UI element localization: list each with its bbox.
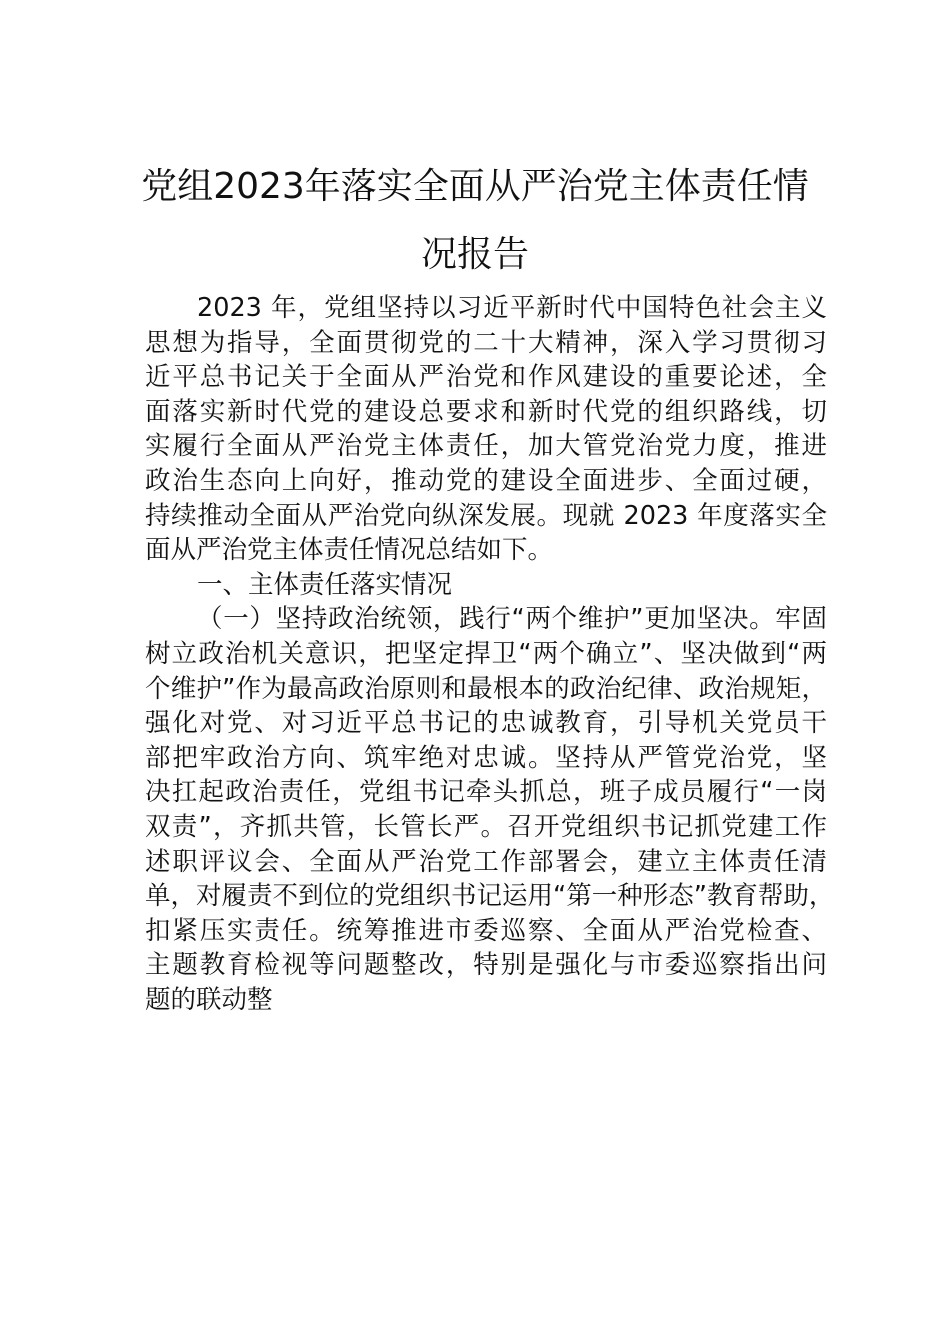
text-line: 思想为指导，全面贯彻党的二十大精神，深入学习贯彻习 [145,327,827,358]
text-line: 2023 年，党组坚持以习近平新时代中国特色社会主义 [197,293,827,323]
text-line: 树立政治机关意识，把坚定捍卫“两个确立”、坚决做到“两 [145,638,827,669]
document-title-line-1: 党组2023年落实全面从严治党主体责任情 [141,166,809,207]
text-line: 近平总书记关于全面从严治党和作风建设的重要论述，全 [145,362,827,393]
text-line: 决扛起政治责任，党组书记牵头抓总，班子成员履行“一岗 [145,777,827,808]
text-line: 单，对履责不到位的党组织书记运用“第一种形态”教育帮助， [145,881,835,912]
paragraph [145,602,835,1017]
text-line: 持续推动全面从严治党向纵深发展。现就 2023 年度落实全 [145,500,827,531]
text-line: 一、主体责任落实情况 [197,569,453,600]
text-line: 部把牢政治方向、筑牢绝对忠诚。坚持从严管党治党，坚 [145,742,827,773]
paragraph [145,291,827,568]
text-line: 政治生态向上向好，推动党的建设全面进步、全面过硬， [145,465,827,496]
paragraph [145,568,827,603]
text-line: 扣紧压实责任。统筹推进市委巡察、全面从严治党检查、 [145,915,827,946]
document-title-line-2: 况报告 [420,234,529,275]
text-line: 题的联动整 [145,984,273,1015]
document-body [145,291,835,1017]
text-line: 面落实新时代党的建设总要求和新时代党的组织路线，切 [145,396,827,427]
text-line: 面从严治党主体责任情况总结如下。 [145,535,554,566]
text-line: 主题教育检视等问题整改，特别是强化与市委巡察指出问 [145,950,827,981]
text-line: （一）坚持政治统领，践行“两个维护”更加坚决。牢固 [197,604,827,635]
text-line: 述职评议会、全面从严治党工作部署会，建立主体责任清 [145,846,827,877]
text-line: 个维护”作为最高政治原则和最根本的政治纪律、政治规矩， [145,673,827,704]
text-line: 双责”，齐抓共管，长管长严。召开党组织书记抓党建工作 [145,811,827,842]
text-line: 强化对党、对习近平总书记的忠诚教育，引导机关党员干 [145,708,827,739]
text-line: 实履行全面从严治党主体责任，加大管党治党力度，推进 [145,431,827,462]
